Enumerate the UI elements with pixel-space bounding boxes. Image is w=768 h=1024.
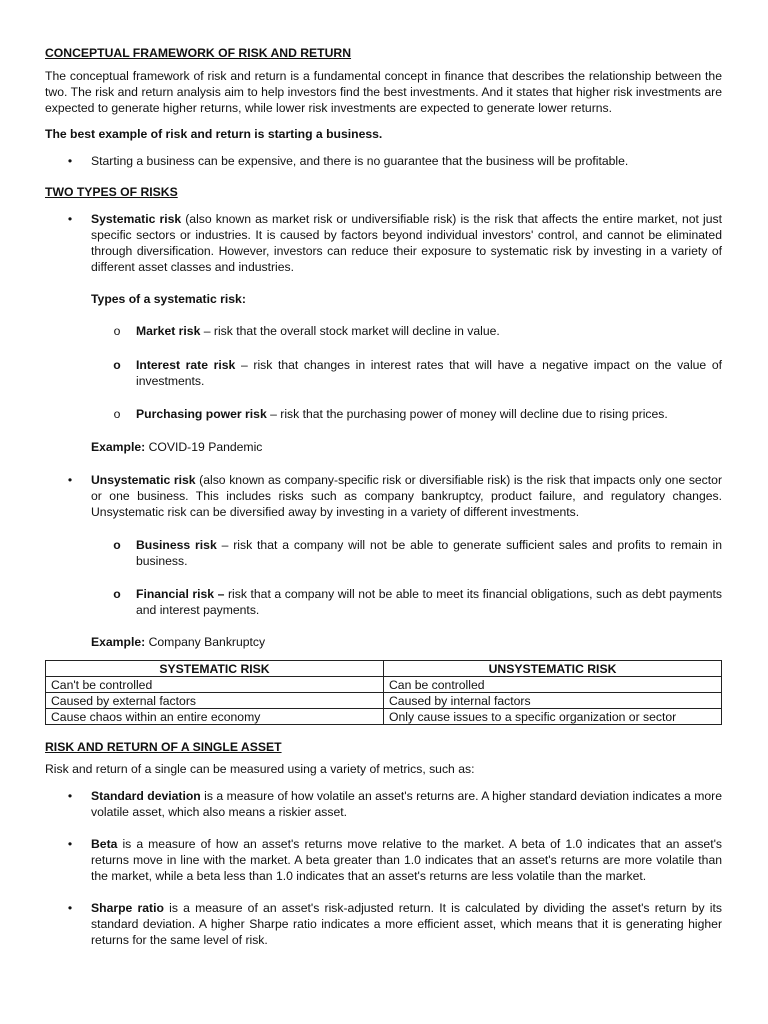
unsystematic-risk-text: (also known as company-specific risk or diversifiable risk) is the risk that impacts only one sector or one business. This includes risks such as company bankruptcy, product failure, and regulatory changes. Unsystematic risk can be diversified away by investing in a variety of different investments. (91, 473, 723, 519)
sharpe-ratio-text: is a measure of an asset's risk-adjusted return. It is calculated by dividing the asset's return by its standard deviation. A higher Sharpe ratio indicates a more efficient asset, which means that it is generating higher returns for the same level of risk. (91, 901, 722, 947)
intro-paragraph: The conceptual framework of risk and return is a fundamental concept in finance that describes the relationship between the two. The risk and return analysis aim to help investors find the best investments. And it states that higher risk investments are expected to generate higher returns, while lower risk investments are expected to generate lower returns. (45, 69, 722, 115)
single-asset-intro: Risk and return of a single can be measured using a variety of metrics, such as: (45, 762, 475, 776)
sharpe-ratio-term: Sharpe ratio (91, 901, 164, 915)
table-cell: Only cause issues to a specific organization or sector (384, 709, 722, 725)
unsystematic-example-value: Company Bankruptcy (145, 635, 266, 649)
heading-conceptual-framework: CONCEPTUAL FRAMEWORK OF RISK AND RETURN (45, 46, 352, 60)
interest-rate-risk-item (136, 357, 722, 389)
table-row (46, 677, 722, 693)
table-header-unsystematic: UNSYSTEMATIC RISK (384, 661, 722, 677)
table-header-systematic: SYSTEMATIC RISK (46, 661, 384, 677)
unsystematic-risk-paragraph (91, 472, 722, 520)
sub-bullet-marker: o (113, 407, 121, 421)
business-risk-item (136, 537, 722, 569)
financial-risk-term: Financial risk – (136, 587, 225, 601)
heading-single-asset: RISK AND RETURN OF A SINGLE ASSET (45, 740, 282, 754)
unsystematic-risk-term: Unsystematic risk (91, 473, 196, 487)
table-row (46, 709, 722, 725)
financial-risk-text: risk that a company will not be able to meet its financial obligations, such as debt payments and interest payments. (136, 587, 722, 617)
bullet-marker: • (67, 837, 73, 851)
bullet-marker: • (67, 154, 73, 168)
table-header-row (46, 661, 722, 677)
systematic-risk-term: Systematic risk (91, 212, 182, 226)
systematic-risk-paragraph (91, 211, 722, 275)
beta-term: Beta (91, 837, 118, 851)
table-cell: Can be controlled (384, 677, 722, 693)
sharpe-ratio-item (91, 900, 722, 948)
purchasing-power-risk-text: – risk that the purchasing power of money will decline due to rising prices. (266, 407, 668, 421)
bullet-marker: • (67, 901, 73, 915)
table-cell: Caused by internal factors (384, 693, 722, 709)
purchasing-power-risk-item (136, 406, 722, 422)
bullet-marker: • (67, 473, 73, 487)
business-bullet-text: Starting a business can be expensive, and there is no guarantee that the business will be profitable. (91, 154, 629, 168)
financial-risk-item (136, 586, 722, 618)
table-cell: Caused by external factors (46, 693, 384, 709)
sub-bullet-marker: o (113, 324, 121, 338)
unsystematic-example-label: Example: (91, 635, 146, 649)
market-risk-term: Market risk (136, 324, 201, 338)
systematic-example-value: COVID-19 Pandemic (145, 440, 263, 454)
systematic-example (91, 439, 722, 455)
standard-deviation-text: is a measure of how volatile an asset's returns are. A higher standard deviation indicates a more volatile asset, which also means a riskier asset. (91, 789, 722, 819)
business-risk-text: – risk that a company will not be able to generate sufficient sales and profits to remain in business. (136, 538, 722, 568)
market-risk-item (136, 323, 722, 339)
sub-bullet-marker: o (113, 358, 121, 372)
bullet-marker: • (67, 789, 73, 803)
standard-deviation-term: Standard deviation (91, 789, 201, 803)
systematic-types-label: Types of a systematic risk: (91, 292, 246, 306)
interest-rate-risk-text: – risk that changes in interest rates that will have a negative impact on the value of investments. (136, 358, 723, 388)
table-cell: Can't be controlled (46, 677, 384, 693)
purchasing-power-risk-term: Purchasing power risk (136, 407, 267, 421)
table-cell: Cause chaos within an entire economy (46, 709, 384, 725)
risk-comparison-table (45, 660, 722, 725)
bullet-marker: • (67, 212, 73, 226)
beta-item (91, 836, 722, 884)
sub-bullet-marker: o (113, 587, 121, 601)
beta-text: is a measure of how an asset's returns move relative to the market. A beta of 1.0 indicates that an asset's returns move in line with the market. A beta greater than 1.0 indicates that an asset's returns are more volatile than the market, while a beta less than 1.0 indicates that an asset's returns are less volatile than the market. (91, 837, 722, 883)
interest-rate-risk-term: Interest rate risk (136, 358, 236, 372)
business-risk-term: Business risk (136, 538, 217, 552)
market-risk-text: – risk that the overall stock market will decline in value. (200, 324, 500, 338)
standard-deviation-item (91, 788, 722, 820)
unsystematic-example (91, 634, 722, 650)
table-row (46, 693, 722, 709)
best-example-line: The best example of risk and return is starting a business. (45, 127, 383, 141)
systematic-risk-text: (also known as market risk or undiversifiable risk) is the risk that affects the entire market, not just specific sectors or industries. It is caused by factors beyond individual investors' control, and cannot be eliminated through diversification. However, investors can reduce their exposure to systematic risk by investing in a variety of different asset classes and industries. (91, 212, 722, 274)
sub-bullet-marker: o (113, 538, 121, 552)
systematic-example-label: Example: (91, 440, 146, 454)
heading-two-types-of-risks: TWO TYPES OF RISKS (45, 185, 178, 199)
